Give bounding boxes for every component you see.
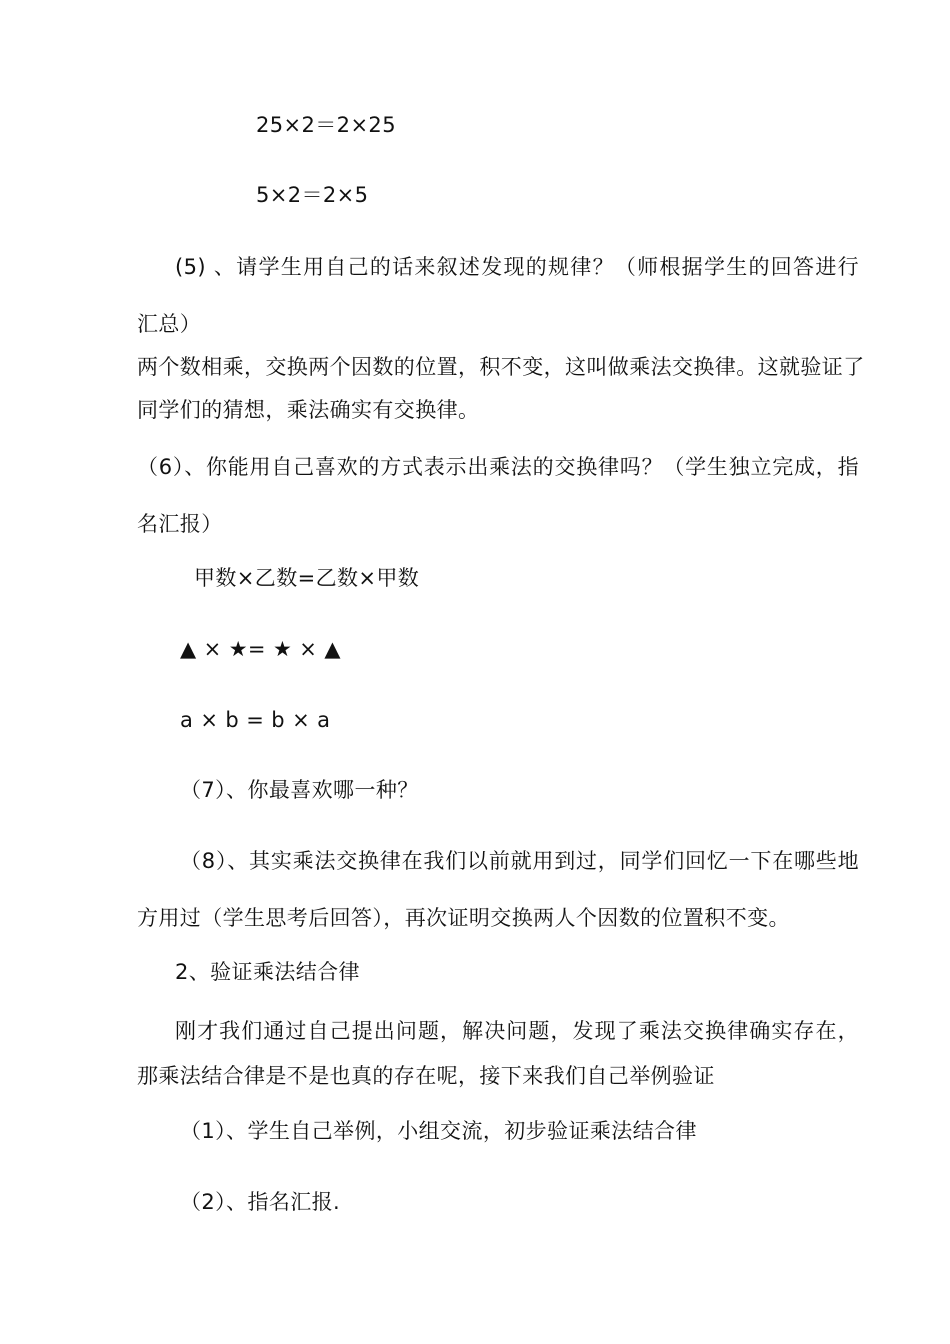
paragraph-step-8-line-1: （8）、其实乘法交换律在我们以前就用到过，同学们回忆一下在哪些地 <box>180 849 859 873</box>
formula-letters: a × b = b × a <box>180 708 331 732</box>
paragraph-step-5-line-2: 汇总） <box>137 312 202 336</box>
equation-5x2: 5×2＝2×5 <box>256 183 369 207</box>
formula-chinese-words: 甲数×乙数=乙数×甲数 <box>194 566 420 590</box>
paragraph-substep-2: （2）、指名汇报. <box>180 1190 341 1214</box>
formula-symbols: ▲ × ★= ★ × ▲ <box>180 637 341 661</box>
equation-25x2: 25×2＝2×25 <box>256 113 396 137</box>
section-heading-associative-law: 2、验证乘法结合律 <box>175 960 360 984</box>
paragraph-step-6-line-2: 名汇报） <box>137 512 223 536</box>
paragraph-step-8-line-2: 方用过（学生思考后回答），再次证明交换两人个因数的位置积不变。 <box>137 906 790 930</box>
paragraph-intro-line-1: 刚才我们通过自己提出问题，解决问题，发现了乘法交换律确实存在， <box>175 1019 859 1043</box>
paragraph-commutative-definition-line-1: 两个数相乘，交换两个因数的位置，积不变，这叫做乘法交换律。这就验证了 <box>137 355 865 379</box>
paragraph-step-5-line-1: (5) 、请学生用自己的话来叙述发现的规律？（师根据学生的回答进行 <box>175 255 859 279</box>
paragraph-step-7: （7）、你最喜欢哪一种？ <box>180 778 419 802</box>
paragraph-substep-1: （1）、学生自己举例，小组交流，初步验证乘法结合律 <box>180 1119 697 1143</box>
paragraph-intro-line-2: 那乘法结合律是不是也真的存在呢，接下来我们自己举例验证 <box>137 1064 715 1088</box>
paragraph-step-6-line-1: （6）、你能用自己喜欢的方式表示出乘法的交换律吗？（学生独立完成，指 <box>137 455 859 479</box>
paragraph-commutative-definition-line-2: 同学们的猜想，乘法确实有交换律。 <box>137 398 480 422</box>
